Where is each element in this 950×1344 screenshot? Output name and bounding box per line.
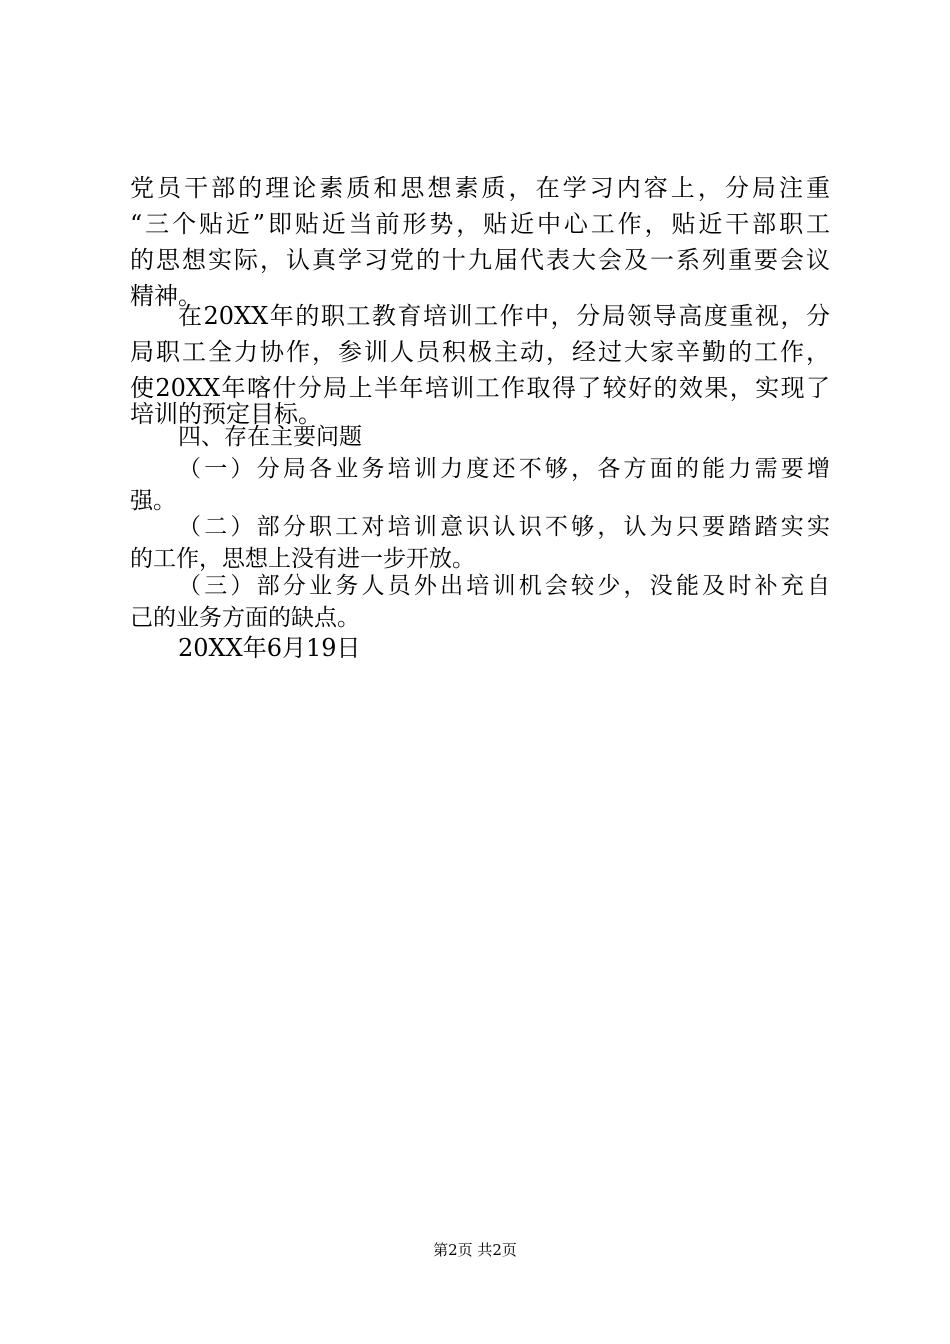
document-date: 20XX年6月19日 (178, 634, 361, 662)
paragraph-line: 精神。 (130, 282, 202, 310)
issue-line: （二）部分职工对培训意识认识不够，认为只要踏踏实实 (178, 514, 830, 540)
section-heading: 四、存在主要问题 (178, 424, 362, 450)
paragraph-line: 的思想实际，认真学习党的十九届代表大会及一系列重要会议 (130, 246, 830, 274)
issue-line: （三）部分业务人员外出培训机会较少，没能及时补充自 (178, 573, 830, 599)
paragraph-line: “三个贴近”即贴近当前形势，贴近中心工作，贴近干部职工 (130, 210, 830, 238)
page-footer: 第2页 共2页 (433, 1241, 517, 1259)
issue-line: 的工作，思想上没有进一步开放。 (130, 546, 475, 572)
issue-line: 强。 (130, 488, 176, 514)
paragraph-line: 使20XX年喀什分局上半年培训工作取得了较好的效果，实现了 (130, 374, 830, 402)
issue-line: 己的业务方面的缺点。 (130, 605, 360, 631)
issue-line: （一）分局各业务培训力度还不够，各方面的能力需要增 (178, 456, 830, 482)
paragraph-line: 培训的预定目标。 (130, 400, 322, 428)
paragraph-line: 局职工全力协作，参训人员积极主动，经过大家辛勤的工作， (130, 338, 830, 366)
paragraph-line: 党员干部的理论素质和思想素质，在学习内容上，分局注重 (130, 174, 830, 202)
paragraph-line: 在20XX年的职工教育培训工作中，分局领导高度重视，分 (178, 302, 830, 330)
